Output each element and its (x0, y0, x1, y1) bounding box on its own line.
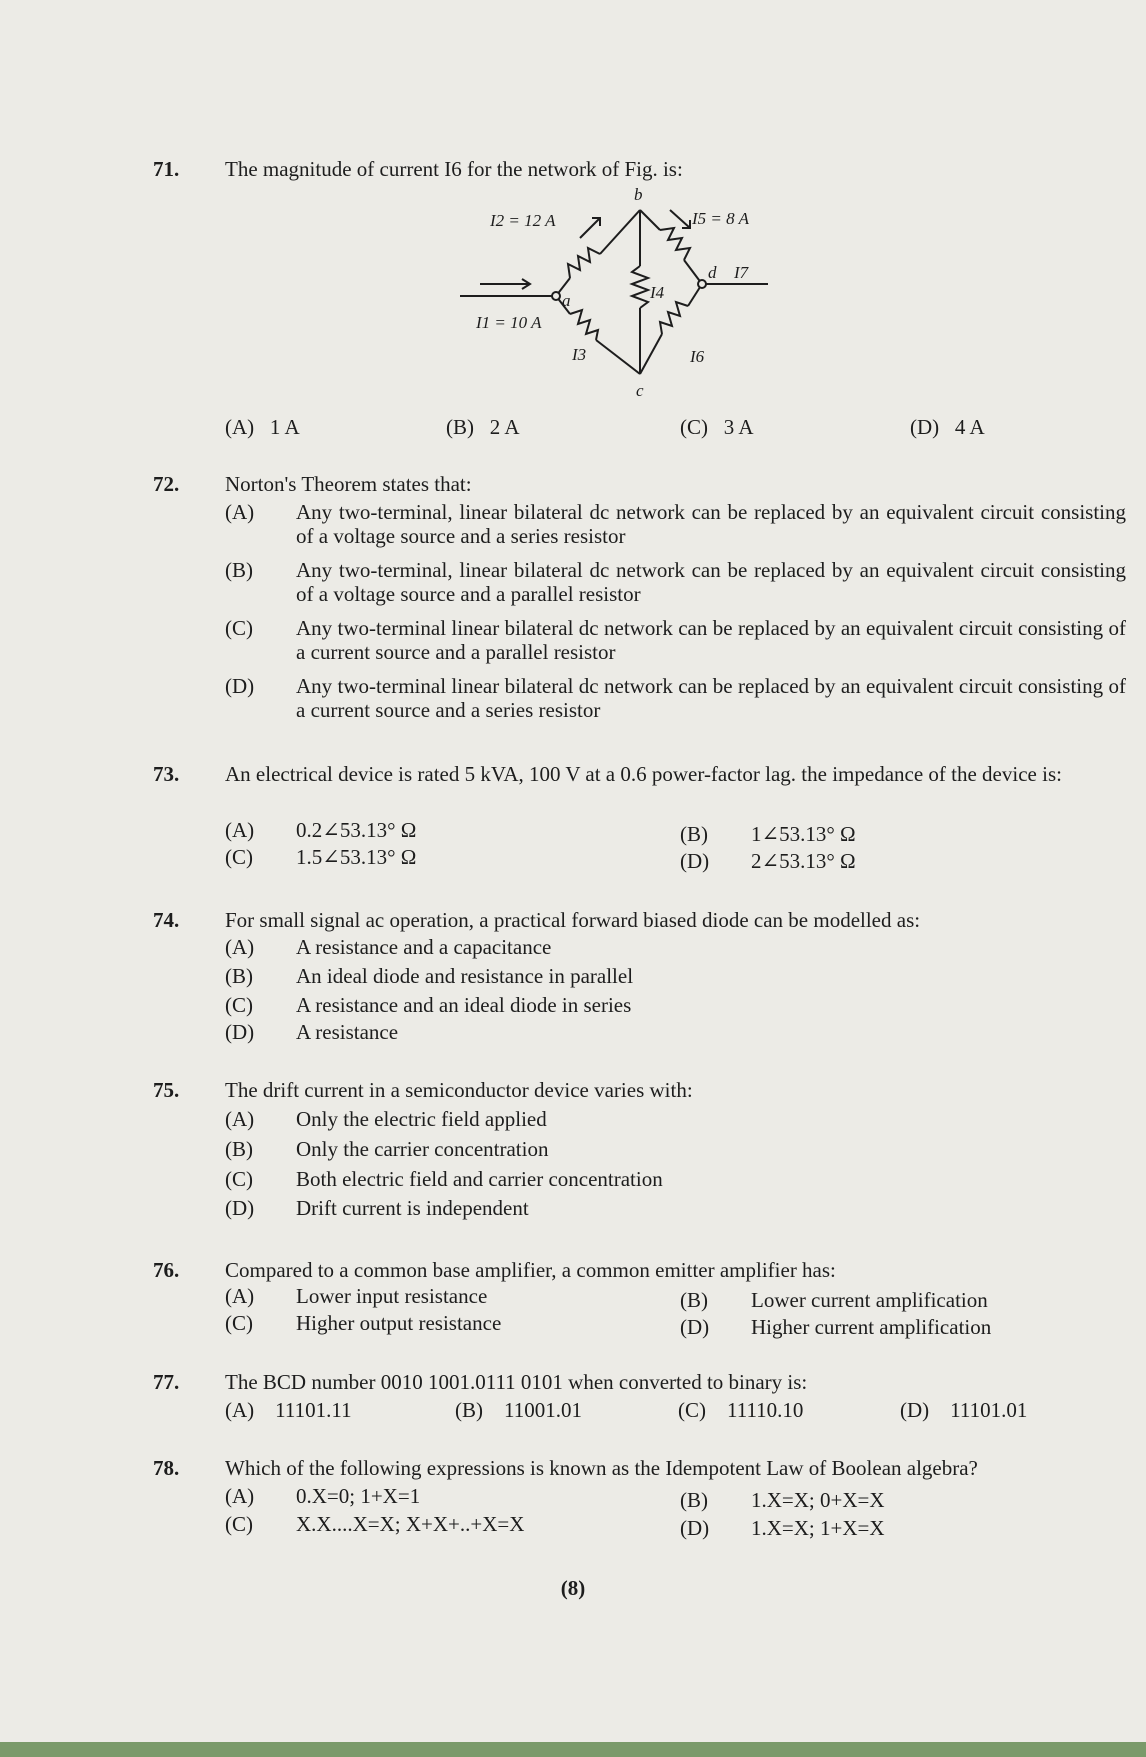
question-text: An electrical device is rated 5 kVA, 100 V at a 0.6 power-factor lag. the impedance of the device is: (225, 762, 1062, 786)
question-number: 75. (153, 1078, 180, 1102)
label-i3: I3 (572, 345, 587, 364)
label-i5: I5 = 8 A (692, 209, 749, 228)
question-number: 71. (153, 157, 180, 181)
question-number: 74. (153, 908, 180, 932)
label-i4: I4 (650, 283, 665, 302)
question-text: The BCD number 0010 1001.0111 0101 when converted to binary is: (225, 1370, 808, 1394)
circuit-diagram (440, 188, 780, 403)
node-a-label: a (562, 291, 571, 310)
option-71-b[interactable]: (B) 2 A (446, 415, 520, 439)
question-number: 73. (153, 762, 180, 786)
exam-page: 71. The magnitude of current I6 for the network of Fig. is: I2 = 12 A I1 = 10 A I5 = 8 A I7 I3 I4 I6 a b c d (A) 1 A (B) 2 A (C) 3 A (D) 4 A 72. Norton's Theorem states that: (A) Any two-terminal, linear bilateral dc network can be replaced by an equivalent circuit consisting of a voltage source and a series resistor (B) Any two-terminal, linear bilateral dc network can be replaced by an equivalent circuit consisting of a voltage source and a parallel resistor (C) Any two-terminal linear bilateral dc network can be replaced by an equivalent circuit consisting of a current source and a parallel resistor (D) Any two-terminal linear bilateral dc network can be replaced by an equivalent circuit consisting of a current source and a series resistor 73. An electrical device is rated 5 kVA, 100 V at a 0.6 power-factor lag. the impedance of the device is: (A) 0.2∠53.13° Ω (B) 1∠53.13° Ω (C) 1.5∠53.13° Ω (D) 2∠53.13° Ω 74. For small signal ac operation, a practical forward biased diode can be modelled as: (A) A resistance and a capacitance (B) An ideal diode and resistance in parallel (C) A resistance and an ideal diode in series (D) A resistance 75. The drift current in a semiconductor device varies with: (A) Only the electric field applied (B) Only the carrier concentration (C) Both electric field and carrier concentration (D) Drift current is independent 76. Compared to a common base amplifier, a common emitter amplifier has: (A) Lower input resistance (B) Lower current amplification (C) Higher output resistance (D) Higher current amplification 77. The BCD number 0010 1001.0111 0101 when converted to binary is: (A) 11101.11 (B) 11001.01 (C) 11110.10 (D) 11101.01 78. Which of the following expressions is known as the Idempotent Law of Boolean algebra? (A) 0.X=0; 1+X=1 (B) 1.X=X; 0+X=X (C) X.X....X=X; X+X+..+X=X (D) 1.X=X; 1+X=X (8) (0, 0, 1146, 1757)
option-77-c[interactable]: (C) 11110.10 (678, 1398, 804, 1422)
question-number: 78. (153, 1456, 180, 1480)
question-text: The magnitude of current I6 for the network of Fig. is: (225, 157, 683, 181)
question-number: 72. (153, 472, 180, 496)
question-text: Which of the following expressions is known as the Idempotent Law of Boolean algebra? (225, 1456, 978, 1480)
label-i7: I7 (734, 263, 749, 282)
question-text: The drift current in a semiconductor device varies with: (225, 1078, 693, 1102)
option-77-b[interactable]: (B) 11001.01 (455, 1398, 582, 1422)
question-text: For small signal ac operation, a practical forward biased diode can be modelled as: (225, 908, 921, 932)
node-b-label: b (634, 188, 643, 204)
option-71-a[interactable]: (A) 1 A (225, 415, 300, 439)
option-71-d[interactable]: (D) 4 A (910, 415, 985, 439)
label-i2: I2 = 12 A (490, 211, 556, 230)
node-d-label: d (708, 263, 717, 282)
question-text: Compared to a common base amplifier, a common emitter amplifier has: (225, 1258, 836, 1282)
option-77-d[interactable]: (D) 11101.01 (900, 1398, 1028, 1422)
option-71-c[interactable]: (C) 3 A (680, 415, 754, 439)
scan-edge (0, 1742, 1146, 1757)
page-number: (8) (560, 1576, 586, 1600)
node-c-label: c (636, 381, 644, 400)
question-number: 77. (153, 1370, 180, 1394)
label-i6: I6 (690, 347, 705, 366)
question-text: Norton's Theorem states that: (225, 472, 472, 496)
question-number: 76. (153, 1258, 180, 1282)
label-i1: I1 = 10 A (476, 313, 542, 332)
option-77-a[interactable]: (A) 11101.11 (225, 1398, 352, 1422)
